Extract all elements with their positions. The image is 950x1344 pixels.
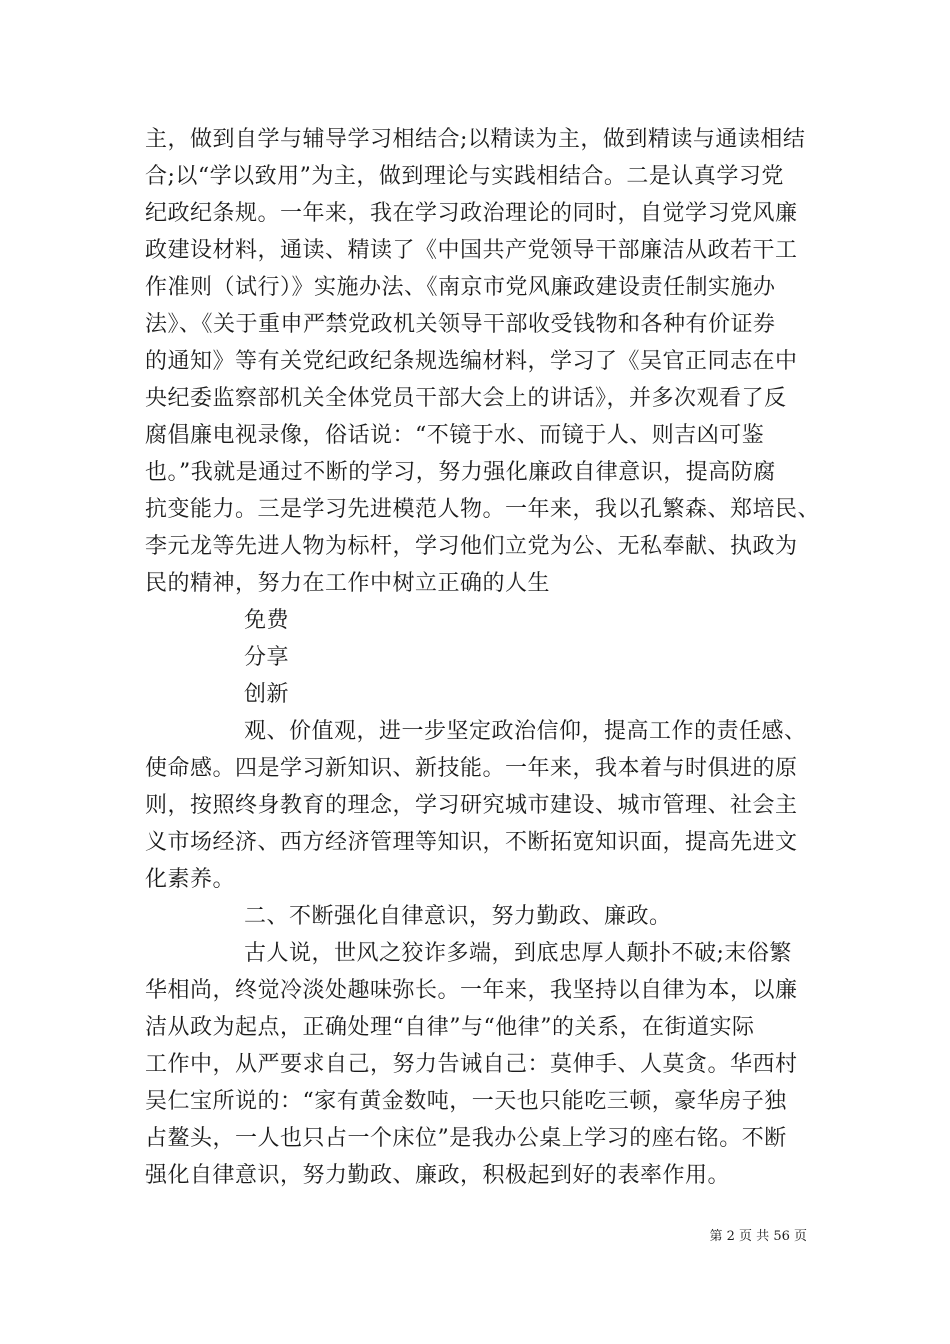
- text-line: 纪政纪条规。一年来，我在学习政治理论的同时，自觉学习党风廉: [145, 201, 798, 226]
- text-line: 李元龙等先进人物为标杆，学习他们立党为公、无私奉献、执政为: [145, 534, 798, 559]
- text-line: 使命感。四是学习新知识、新技能。一年来，我本着与时俱进的原: [145, 756, 798, 781]
- text-line: 吴仁宝所说的：“家有黄金数吨，一天也只能吃三顿，豪华房子独: [145, 1089, 787, 1114]
- text-line: 也。”我就是通过不断的学习，努力强化廉政自律意识，提高防腐: [145, 460, 776, 485]
- text-line: 观、价值观，进一步坚定政治信仰，提高工作的责任感、: [244, 719, 807, 744]
- text-line: 义市场经济、西方经济管理等知识，不断拓宽知识面，提高先进文: [145, 830, 798, 855]
- text-line: 创新: [244, 682, 290, 707]
- text-line: 洁从政为起点，正确处理“自律”与“他律”的关系，在街道实际: [145, 1015, 755, 1040]
- text-line: 古人说，世风之狡诈多端，到底忠厚人颠扑不破;末俗繁: [244, 941, 792, 966]
- text-line: 民的精神，努力在工作中树立正确的人生: [145, 571, 551, 596]
- text-line: 法》、《关于重申严禁党政机关领导干部收受钱物和各种有价证券: [145, 312, 776, 337]
- text-line: 的通知》等有关党纪政纪条规选编材料，学习了《吴官正同志在中: [145, 349, 798, 374]
- text-line: 占鳌头，一人也只占一个床位”是我办公桌上学习的座右铭。不断: [145, 1126, 787, 1151]
- text-line: 央纪委监察部机关全体党员干部大会上的讲话》，并多次观看了反: [145, 386, 787, 411]
- page-number: 第 2 页 共 56 页: [709, 1229, 807, 1244]
- text-line: 强化自律意识，努力勤政、廉政，积极起到好的表率作用。: [145, 1163, 731, 1188]
- text-line: 抗变能力。三是学习先进模范人物。一年来，我以孔繁森、郑培民、: [145, 497, 821, 522]
- text-line: 免费: [244, 608, 290, 633]
- text-line: 政建设材料，通读、精读了《中国共产党领导干部廉洁从政若干工: [145, 238, 798, 263]
- text-line: 工作中，从严要求自己，努力告诫自己：莫伸手、人莫贪。华西村: [145, 1052, 798, 1077]
- text-line: 合;以“学以致用”为主，做到理论与实践相结合。二是认真学习党: [145, 164, 784, 189]
- text-line: 腐倡廉电视录像，俗话说：“不镜于水、而镜于人、则吉凶可鉴: [145, 423, 765, 448]
- text-line: 则，按照终身教育的理念，学习研究城市建设、城市管理、社会主: [145, 793, 798, 818]
- text-line: 作准则（试行）》实施办法、《南京市党风廉政建设责任制实施办: [145, 275, 776, 300]
- text-line: 分享: [244, 645, 290, 670]
- text-line: 化素养。: [145, 867, 236, 892]
- text-line: 华相尚，终觉冷淡处趣味弥长。一年来，我坚持以自律为本，以廉: [145, 978, 798, 1003]
- section-heading: 二、不断强化自律意识，努力勤政、廉政。: [244, 904, 672, 929]
- text-line: 主，做到自学与辅导学习相结合;以精读为主，做到精读与通读相结: [145, 127, 806, 152]
